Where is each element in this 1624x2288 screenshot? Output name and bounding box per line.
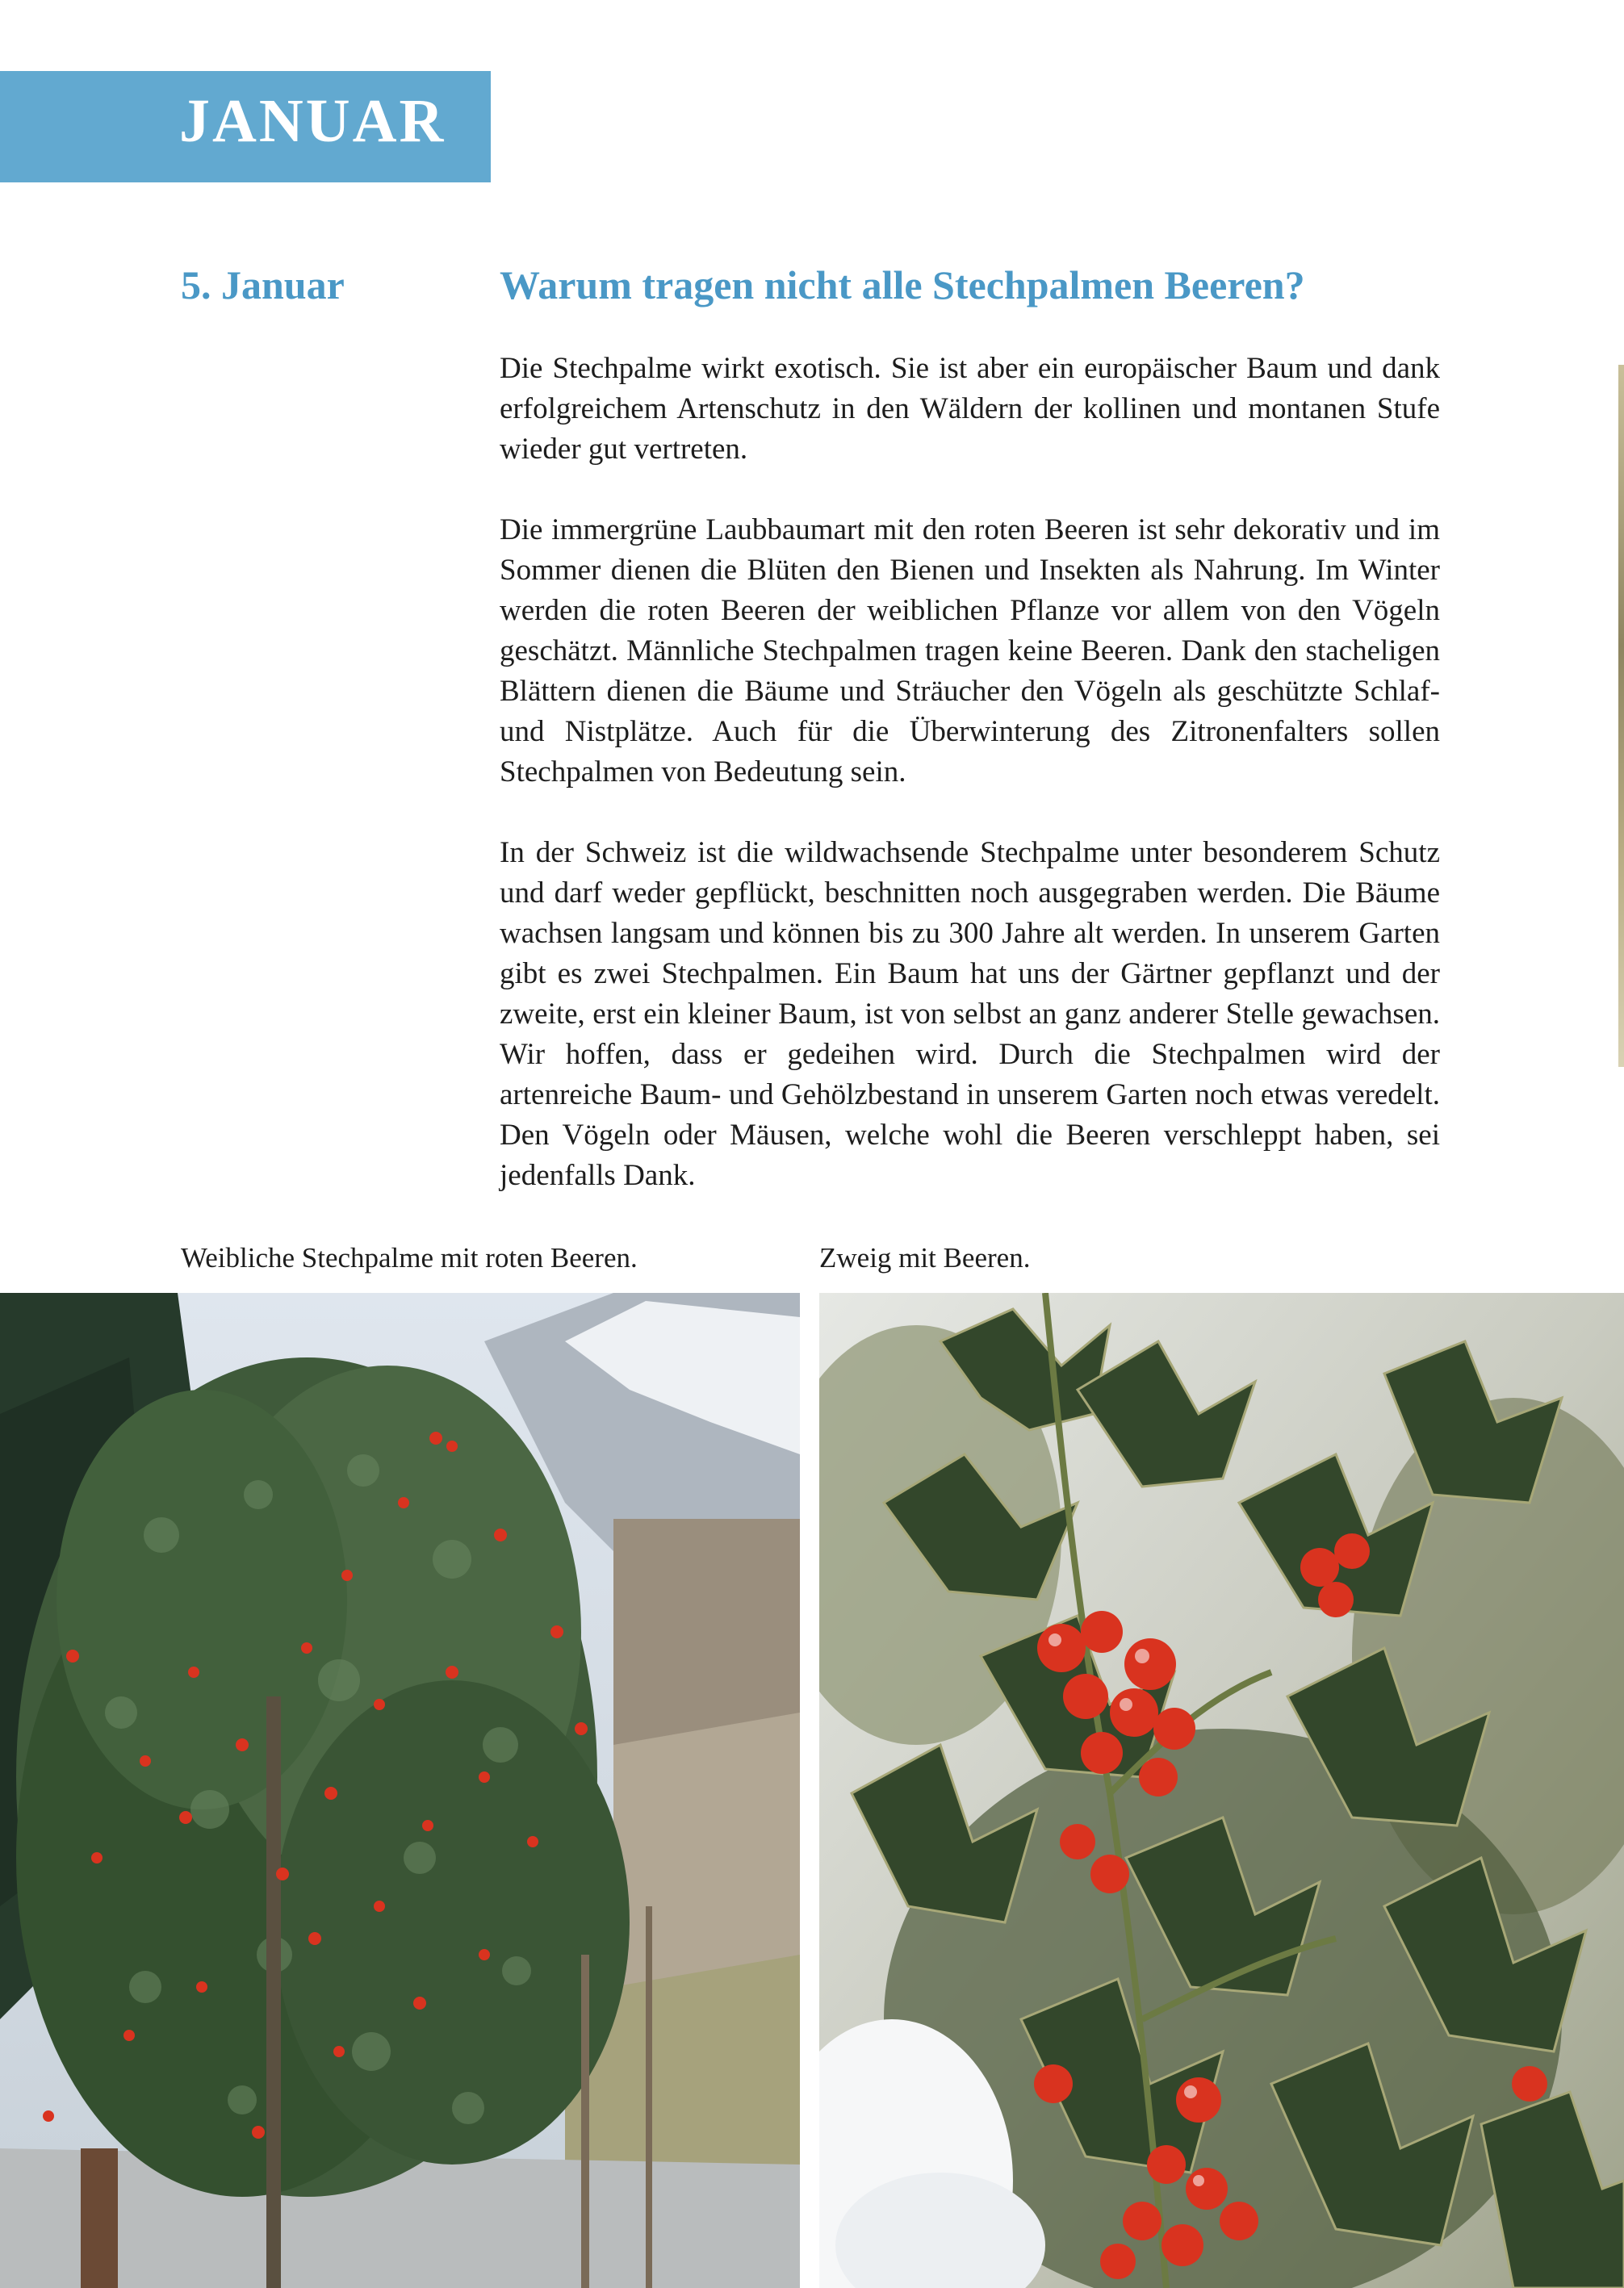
photo-holly-branch [819, 1293, 1624, 2288]
holly-branch-image [819, 1293, 1624, 2288]
caption-right: Zweig mit Beeren. [819, 1242, 1031, 1274]
adjacent-page-edge [1618, 365, 1624, 1067]
photo-holly-tree [0, 1293, 800, 2288]
article-title: Warum tragen nicht alle Stechpalmen Beeren? [500, 262, 1305, 307]
paragraph-3: In der Schweiz ist die wildwachsende Stechpalme unter besonderem Schutz und darf weder gepflückt, beschnitten noch ausgegraben werden. Die Bäume wachsen langsam und können bis zu 300 Jahre alt werden. In unserem Garten gibt es zwei Stechpalmen. Ein Baum hat uns der Gärtner gepflanzt und der zweite, erst ein kleiner Baum, ist von selbst an ganz anderer Stelle gewachsen. Wir hoffen, dass er gedeihen wird. Durch die Stechpalmen wird der artenreiche Baum- und Gehölzbestand in unserem Garten noch etwas veredelt. Den Vögeln oder Mäusen, welche wohl die Beeren verschleppt haben, sei jedenfalls Dank. [500, 836, 1440, 1192]
holly-tree-image [0, 1293, 800, 2288]
month-label: JANUAR [179, 87, 446, 155]
paragraph-2: Die immergrüne Laubbaumart mit den roten Beeren ist sehr dekorativ und im Sommer dienen die Blüten den Bienen und Insekten als Nahrung. Im Winter werden die roten Beeren der weiblichen Pflanze vor allem von den Vögeln geschätzt. Männliche Stechpalmen tragen keine Beeren. Dank den stacheligen Blättern dienen die Bäume und Sträucher den Vögeln als geschützte Schlaf- und Nistplätze. Auch für die Überwinterung des Zitronenfalters sollen Stechpalmen von Bedeutung sein. [500, 513, 1440, 788]
date-heading: 5. Januar [181, 262, 345, 307]
paragraph-1: Die Stechpalme wirkt exotisch. Sie ist aber ein europäischer Baum und dank erfolgreichem Artenschutz in den Wäldern der kollinen und montanen Stufe wieder gut vertreten. [500, 352, 1440, 466]
caption-left: Weibliche Stechpalme mit roten Beeren. [181, 1242, 638, 1274]
month-banner [0, 71, 491, 182]
article-body [500, 349, 1440, 1236]
